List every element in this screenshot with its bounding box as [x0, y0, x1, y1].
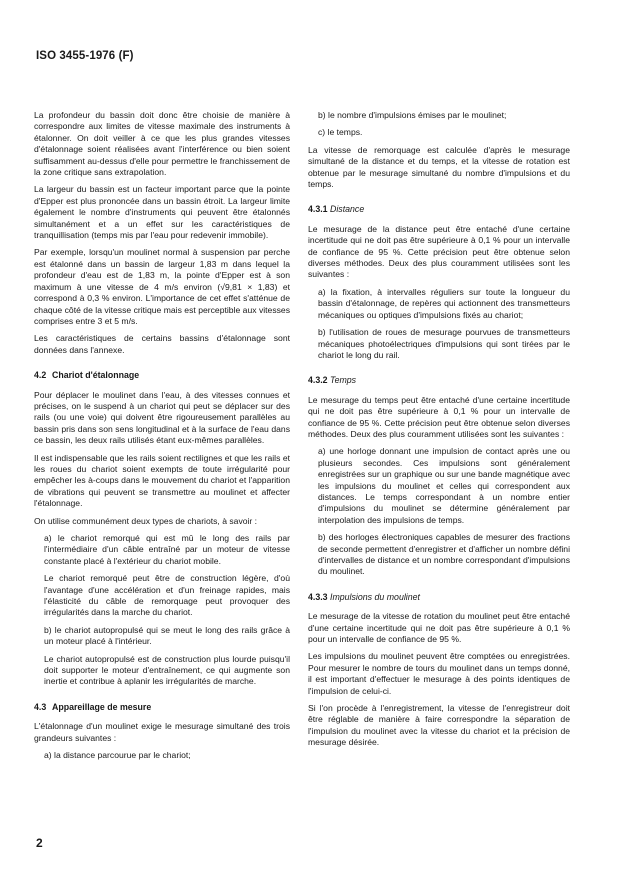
paragraph: La largeur du bassin est un facteur important parce que la pointe d'Epper est plus prononcée dans un bassin étroit. La largeur limite également le nombre d'instruments qui peuvent être étalonnés simultanément et a un effet sur les caractéristiques de tranquillisation (temps mis par l'eau pour redevenir immobile). [34, 184, 290, 241]
list-item: a) la fixation, à intervalles réguliers sur toute la longueur du bassin d'étalonnage, de repères qui actionnent des transmetteurs mécaniques ou optiques d'impulsions fixés au chariot; [318, 286, 570, 320]
paragraph: L'étalonnage d'un moulinet exige le mesurage simultané des trois grandeurs suivantes : [34, 721, 290, 743]
list-item: b) l'utilisation de roues de mesurage pourvues de transmetteurs mécaniques photoélectriques d'impulsions qui sont tirées par le chariot le long du rail. [318, 327, 570, 360]
section-number: 4.3 [34, 701, 47, 712]
list-item: a) la distance parcourue par le chariot; [44, 750, 191, 761]
section-title: Distance [330, 204, 365, 215]
left-column [34, 110, 290, 768]
section-number: 4.3.1 [308, 204, 328, 215]
list-item: b) des horloges électroniques capables de mesurer des fractions de seconde permettent d'enregistrer et d'afficher un nombre défini d'intervalles de distance et un nombre correspondant d'impulsions du moulinet. [318, 532, 570, 577]
list-item: a) une horloge donnant une impulsion de contact après une ou plusieurs secondes. Ces impulsions sont généralement enregistrées sur un graphique ou sur une bande magnétique avec les impulsions du moulinet et celles qui correspondent aux distances. Le temps correspondant à un nombre entier d'impulsions du moulinet se détermine généralement par interpolation des impulsions de temps. [318, 446, 570, 525]
section-number: 4.3.3 [308, 591, 328, 602]
paragraph: Le mesurage de la distance peut être entaché d'une certaine incertitude qui ne doit pas être supérieure à 0,1 % pour un intervalle de confiance de 95 %. Cette précision peut être obtenue selon diverses méthodes. Deux des plus couramment utilisées sont les suivantes : [308, 223, 570, 280]
section-title: Impulsions du moulinet [330, 591, 420, 602]
page-number: 2 [36, 836, 43, 850]
section-title: Appareillage de mesure [52, 701, 152, 712]
section-number: 4.3.2 [308, 375, 328, 386]
section-heading-4-3-1 [308, 204, 570, 215]
paragraph: Les impulsions du moulinet peuvent être comptées ou enregistrées. Pour mesurer le nombre de tours du moulinet dans un temps donné, il est important d'effectuer le mesurage à des points identiques de l'impulsion de celui-ci. [308, 651, 570, 696]
list-item-detail: Le chariot autopropulsé est de construction plus lourde puisqu'il doit supporter le moteur d'entraînement, ce qui augmente son inertie et contribue à aplanir les irrégularités de marche. [44, 653, 290, 687]
paragraph: On utilise communément deux types de chariots, à savoir : [34, 515, 258, 526]
paragraph: La profondeur du bassin doit donc être choisie de manière à correspondre aux limites de vitesse maximale des instruments à étalonner. On doit veiller à ce que les plus grandes vitesses d'étalonnage soient réalisées avant l'interférence ou bien soient suffisamment au-dessus d'elle pour permettre le franchissement de la zone critique sans extrapolation. [34, 110, 290, 178]
section-heading-4-3-2 [308, 375, 570, 386]
list-item: a) le chariot remorqué qui est mû le long des rails par l'intermédiaire d'un câble entraîné par un moteur de vitesse constante placé à l'extérieur du chariot mobile. [44, 533, 290, 566]
paragraph: Il est indispensable que les rails soient rectilignes et que les rails et les roues du chariot soient exempts de toute irrégularité pour empêcher les à-coups dans le mouvement du chariot et l'apparition de vibrations qui peuvent se transmettre au moulinet et affecter l'étalonnage. [34, 452, 290, 509]
section-title: Temps [330, 375, 357, 386]
paragraph: Par exemple, lorsqu'un moulinet normal à suspension par perche est étalonné dans un bassin de largeur 1,83 m dans lequel la profondeur d'eau est de 1,83 m, la pointe d'Epper est à son maximum à une vitesse de 4 m/s environ (√9,81 × 1,83) et correspond à 0,3 % environ. L'importance de cet effet s'atténue de chaque côté de la vitesse critique mais est perceptible aux vitesses comprises entre 3 et 5 m/s. [34, 247, 290, 326]
list-item-detail: Le chariot remorqué peut être de construction légère, d'où l'avantage d'une accélération et d'un freinage rapides, mais l'élasticité du câble de remorquage peut provoquer des irrégularités dans la marche du chariot. [44, 573, 290, 618]
paragraph: Pour déplacer le moulinet dans l'eau, à des vitesses connues et précises, on le suspend à un chariot qui peut se déplacer sur des rails (ou une voie) qui doivent être rigoureusement parallèles au bassin pris dans son sens longitudinal et à la surface de l'eau dans ce bassin, les deux rails utilisés étant eux-mêmes parallèles. [34, 389, 290, 446]
paragraph: Le mesurage de la vitesse de rotation du moulinet peut être entaché d'une certaine incertitude qui ne doit pas être supérieure à 0,1 % pour un intervalle de confiance de 95 %. [308, 611, 570, 645]
section-heading-4-2 [34, 370, 290, 381]
paragraph: Le mesurage du temps peut être entaché d'une certaine incertitude qui ne doit pas être supérieure à 0,1 % pour un intervalle de confiance de 95 %. Cette précision peut être obtenue selon diverses méthodes. Deux des plus couramment utilisées sont les suivantes : [308, 394, 570, 439]
document-header: ISO 3455-1976 (F) [36, 50, 134, 62]
section-number: 4.2 [34, 370, 47, 381]
section-title: Chariot d'étalonnage [52, 370, 140, 381]
paragraph: Si l'on procède à l'enregistrement, la vitesse de l'enregistreur doit être réglable de manière à faire correspondre la séparation de l'impulsion du moulinet avec la vitesse du chariot et la précision de mesurage désirée. [308, 703, 570, 748]
section-heading-4-3 [34, 702, 290, 713]
paragraph: La vitesse de remorquage est calculée d'après le mesurage simultané de la distance et du temps, et la vitesse de rotation est obtenue par le mesurage simultané du nombre d'impulsions et du temps. [308, 144, 570, 190]
list-item: c) le temps. [318, 127, 363, 138]
list-item: b) le chariot autopropulsé qui se meut le long des rails grâce à un moteur placé à l'intérieur. [44, 624, 290, 647]
right-column [308, 110, 570, 755]
section-heading-4-3-3 [308, 592, 570, 603]
list-item: b) le nombre d'impulsions émises par le moulinet; [318, 110, 507, 120]
paragraph: Les caractéristiques de certains bassins d'étalonnage sont données dans l'annexe. [34, 333, 290, 355]
